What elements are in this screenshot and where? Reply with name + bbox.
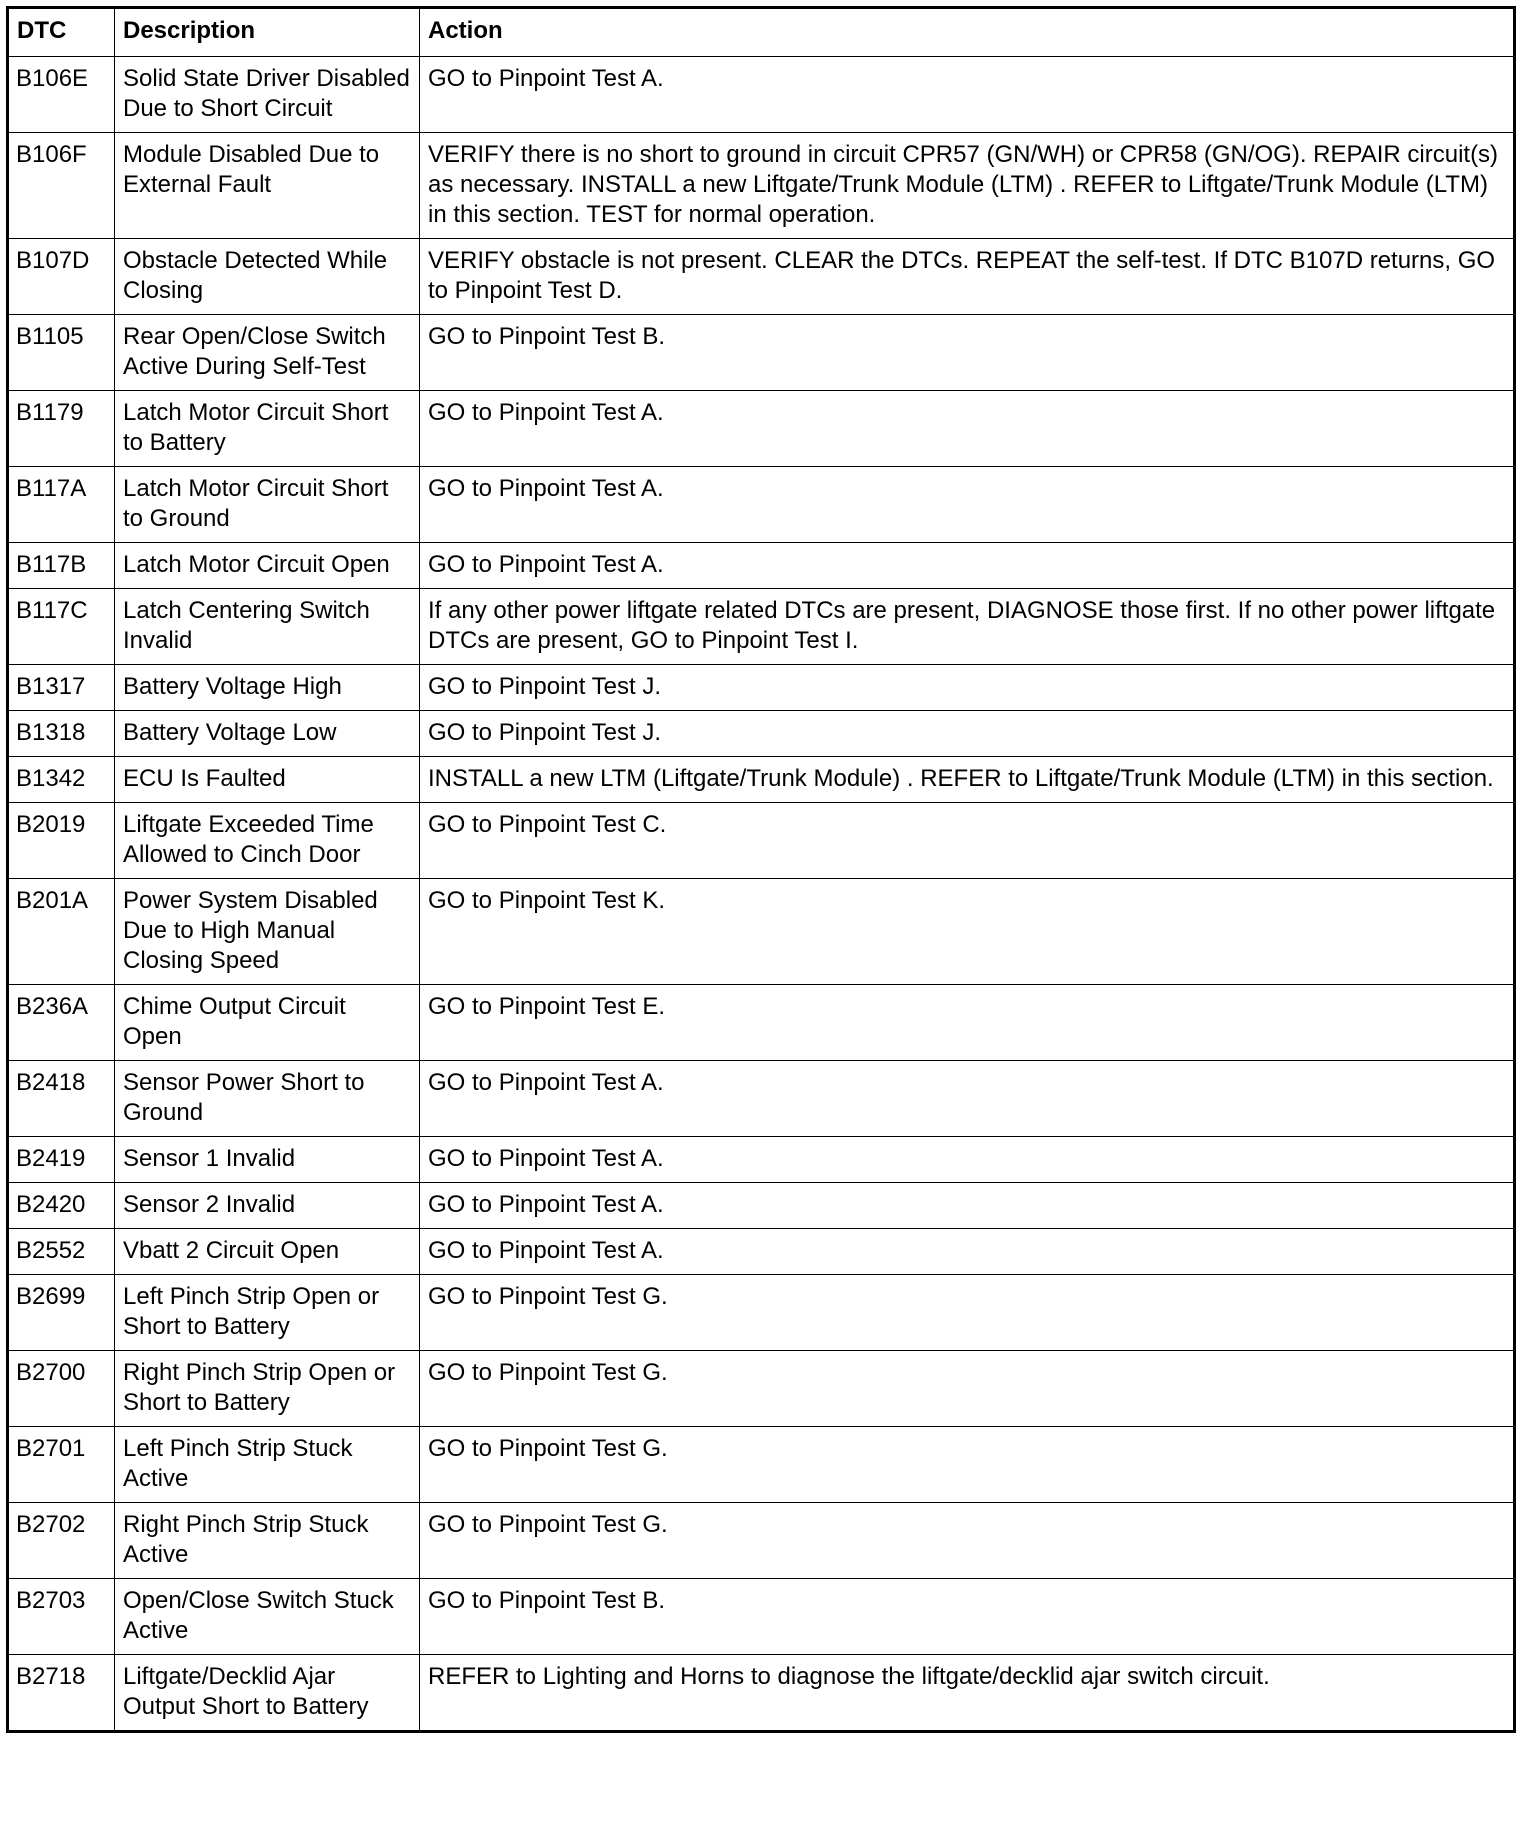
- action-cell: INSTALL a new LTM (Liftgate/Trunk Module) . REFER to Liftgate/Trunk Module (LTM) in this section.: [420, 757, 1515, 803]
- dtc-code-cell: B1318: [8, 711, 115, 757]
- dtc-code-cell: B1317: [8, 665, 115, 711]
- dtc-table: [6, 6, 1516, 1733]
- dtc-code-cell: B1342: [8, 757, 115, 803]
- description-cell: Obstacle Detected While Closing: [115, 239, 420, 315]
- table-row: [8, 239, 1515, 315]
- action-cell: GO to Pinpoint Test J.: [420, 665, 1515, 711]
- table-row: [8, 1061, 1515, 1137]
- description-cell: Latch Motor Circuit Short to Ground: [115, 467, 420, 543]
- table-row: [8, 757, 1515, 803]
- table-row: [8, 543, 1515, 589]
- description-cell: Liftgate Exceeded Time Allowed to Cinch Door: [115, 803, 420, 879]
- table-row: [8, 391, 1515, 467]
- table-row: [8, 985, 1515, 1061]
- table-row: [8, 1137, 1515, 1183]
- action-cell: GO to Pinpoint Test A.: [420, 467, 1515, 543]
- dtc-code-cell: B107D: [8, 239, 115, 315]
- table-row: [8, 467, 1515, 543]
- action-cell: GO to Pinpoint Test J.: [420, 711, 1515, 757]
- action-cell: GO to Pinpoint Test G.: [420, 1275, 1515, 1351]
- dtc-code-cell: B2718: [8, 1655, 115, 1732]
- dtc-code-cell: B2420: [8, 1183, 115, 1229]
- action-cell: GO to Pinpoint Test A.: [420, 391, 1515, 467]
- dtc-code-cell: B1105: [8, 315, 115, 391]
- table-row: [8, 1503, 1515, 1579]
- action-cell: GO to Pinpoint Test E.: [420, 985, 1515, 1061]
- dtc-code-cell: B2552: [8, 1229, 115, 1275]
- action-cell: GO to Pinpoint Test A.: [420, 1229, 1515, 1275]
- dtc-code-cell: B201A: [8, 879, 115, 985]
- description-cell: Left Pinch Strip Open or Short to Battery: [115, 1275, 420, 1351]
- description-cell: Sensor 1 Invalid: [115, 1137, 420, 1183]
- dtc-code-cell: B2703: [8, 1579, 115, 1655]
- table-row: [8, 1275, 1515, 1351]
- action-cell: GO to Pinpoint Test G.: [420, 1427, 1515, 1503]
- table-row: [8, 1427, 1515, 1503]
- dtc-code-cell: B2019: [8, 803, 115, 879]
- description-cell: Latch Centering Switch Invalid: [115, 589, 420, 665]
- table-row: [8, 803, 1515, 879]
- dtc-code-cell: B2419: [8, 1137, 115, 1183]
- description-cell: Right Pinch Strip Open or Short to Battery: [115, 1351, 420, 1427]
- description-cell: Vbatt 2 Circuit Open: [115, 1229, 420, 1275]
- dtc-code-cell: B117B: [8, 543, 115, 589]
- description-cell: Rear Open/Close Switch Active During Self-Test: [115, 315, 420, 391]
- description-cell: Latch Motor Circuit Short to Battery: [115, 391, 420, 467]
- description-cell: Left Pinch Strip Stuck Active: [115, 1427, 420, 1503]
- table-row: [8, 589, 1515, 665]
- dtc-code-cell: B1179: [8, 391, 115, 467]
- dtc-code-cell: B2701: [8, 1427, 115, 1503]
- header-description: Description: [115, 8, 420, 57]
- action-cell: GO to Pinpoint Test C.: [420, 803, 1515, 879]
- description-cell: Solid State Driver Disabled Due to Short Circuit: [115, 57, 420, 133]
- action-cell: VERIFY obstacle is not present. CLEAR the DTCs. REPEAT the self-test. If DTC B107D returns, GO to Pinpoint Test D.: [420, 239, 1515, 315]
- table-row: [8, 133, 1515, 239]
- action-cell: GO to Pinpoint Test A.: [420, 57, 1515, 133]
- table-row: [8, 1183, 1515, 1229]
- table-row: [8, 711, 1515, 757]
- action-cell: GO to Pinpoint Test G.: [420, 1503, 1515, 1579]
- table-header-row: [8, 8, 1515, 57]
- description-cell: Module Disabled Due to External Fault: [115, 133, 420, 239]
- action-cell: GO to Pinpoint Test K.: [420, 879, 1515, 985]
- dtc-code-cell: B106F: [8, 133, 115, 239]
- description-cell: Battery Voltage Low: [115, 711, 420, 757]
- action-cell: GO to Pinpoint Test A.: [420, 543, 1515, 589]
- description-cell: ECU Is Faulted: [115, 757, 420, 803]
- header-action: Action: [420, 8, 1515, 57]
- dtc-code-cell: B2699: [8, 1275, 115, 1351]
- table-body: [8, 57, 1515, 1732]
- description-cell: Battery Voltage High: [115, 665, 420, 711]
- table-row: [8, 1655, 1515, 1732]
- table-row: [8, 315, 1515, 391]
- table-row: [8, 879, 1515, 985]
- dtc-code-cell: B106E: [8, 57, 115, 133]
- description-cell: Right Pinch Strip Stuck Active: [115, 1503, 420, 1579]
- dtc-code-cell: B2702: [8, 1503, 115, 1579]
- action-cell: If any other power liftgate related DTCs are present, DIAGNOSE those first. If no other power liftgate DTCs are present, GO to Pinpoint Test I.: [420, 589, 1515, 665]
- action-cell: GO to Pinpoint Test A.: [420, 1183, 1515, 1229]
- action-cell: GO to Pinpoint Test B.: [420, 315, 1515, 391]
- table-row: [8, 57, 1515, 133]
- table-row: [8, 1351, 1515, 1427]
- description-cell: Chime Output Circuit Open: [115, 985, 420, 1061]
- action-cell: VERIFY there is no short to ground in circuit CPR57 (GN/WH) or CPR58 (GN/OG). REPAIR circuit(s) as necessary. INSTALL a new Liftgate/Trunk Module (LTM) . REFER to Liftgate/Trunk Module (LTM) in this section. TEST for normal operation.: [420, 133, 1515, 239]
- dtc-code-cell: B2700: [8, 1351, 115, 1427]
- description-cell: Open/Close Switch Stuck Active: [115, 1579, 420, 1655]
- dtc-code-cell: B117A: [8, 467, 115, 543]
- dtc-code-cell: B236A: [8, 985, 115, 1061]
- action-cell: REFER to Lighting and Horns to diagnose the liftgate/decklid ajar switch circuit.: [420, 1655, 1515, 1732]
- action-cell: GO to Pinpoint Test A.: [420, 1061, 1515, 1137]
- dtc-code-cell: B2418: [8, 1061, 115, 1137]
- action-cell: GO to Pinpoint Test G.: [420, 1351, 1515, 1427]
- table-row: [8, 1579, 1515, 1655]
- description-cell: Latch Motor Circuit Open: [115, 543, 420, 589]
- description-cell: Power System Disabled Due to High Manual Closing Speed: [115, 879, 420, 985]
- table-row: [8, 1229, 1515, 1275]
- header-dtc: DTC: [8, 8, 115, 57]
- action-cell: GO to Pinpoint Test A.: [420, 1137, 1515, 1183]
- description-cell: Sensor 2 Invalid: [115, 1183, 420, 1229]
- action-cell: GO to Pinpoint Test B.: [420, 1579, 1515, 1655]
- table-row: [8, 665, 1515, 711]
- description-cell: Sensor Power Short to Ground: [115, 1061, 420, 1137]
- dtc-code-cell: B117C: [8, 589, 115, 665]
- description-cell: Liftgate/Decklid Ajar Output Short to Battery: [115, 1655, 420, 1732]
